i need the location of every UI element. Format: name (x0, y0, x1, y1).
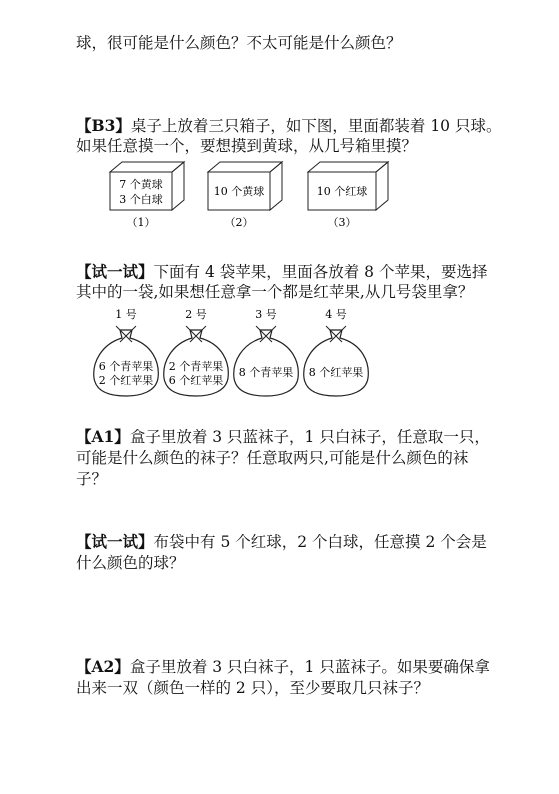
try2-tag: 【试一试】 (76, 532, 154, 551)
bag-4-line-1: 8 个红苹果 (308, 366, 364, 379)
try2-line-1 (76, 532, 487, 552)
box-2-line-1: 10 个黄球 (213, 185, 265, 198)
try2-line-2: 什么颜色的球？ (76, 554, 185, 572)
try1-line-1 (76, 262, 487, 282)
box-3 (308, 162, 388, 229)
a2-line-2: 出来一双（颜色一样的 2 只），至少要取几只袜子？ (76, 679, 429, 697)
prev-question-line: 球，很可能是什么颜色？不太可能是什么颜色？ (76, 34, 402, 52)
bag-3-line-1: 8 个青苹果 (238, 366, 294, 379)
box-1-line-2: 3 个白球 (119, 193, 163, 206)
a1-tag: 【A1】 (76, 427, 130, 446)
bag-1-line-1: 6 个青苹果 (98, 360, 154, 373)
bag-4-number: 4 号 (325, 308, 347, 321)
box-1-caption: （1） (126, 216, 156, 229)
bag-2-line-2: 6 个红苹果 (168, 374, 224, 387)
bag-2-number: 2 号 (185, 308, 207, 321)
a2-line-1 (76, 657, 490, 677)
bag-1 (94, 308, 159, 396)
box-1 (110, 162, 184, 229)
try1-line-2: 其中的一袋,如果想任意拿一个都是红苹果,从几号袋里拿？ (76, 283, 474, 301)
bag-1-number: 1 号 (115, 308, 137, 321)
a1-line-3: 子？ (76, 470, 108, 488)
b3-line-1 (76, 116, 501, 136)
a1-line-1 (76, 427, 490, 447)
bag-2 (164, 308, 229, 396)
bag-2-line-1: 2 个青苹果 (168, 360, 224, 373)
box-2-caption: （2） (224, 216, 254, 229)
boxes-figure (100, 160, 420, 232)
try2-text-1: 布袋中有 5 个红球，2 个白球，任意摸 2 个会是 (153, 533, 487, 551)
b3-line-2: 如果任意摸一个，要想摸到黄球，从几号箱里摸？ (76, 137, 418, 155)
box-3-caption: （3） (327, 216, 357, 229)
a2-text-1: 盒子里放着 3 只白袜子，1 只蓝袜子。如果要确保拿 (129, 658, 490, 676)
bag-3-number: 3 号 (255, 308, 277, 321)
box-2 (208, 162, 282, 229)
bag-4 (304, 308, 369, 396)
bag-3 (234, 308, 299, 396)
b3-text-1: 桌子上放着三只箱子，如下图，里面都装着 10 只球。 (130, 117, 502, 135)
box-3-line-1: 10 个红球 (316, 185, 368, 198)
try1-tag: 【试一试】 (76, 262, 154, 281)
try1-text-1: 下面有 4 袋苹果，里面各放着 8 个苹果，要选择 (153, 263, 488, 281)
a1-text-1: 盒子里放着 3 只蓝袜子，1 只白袜子，任意取一只， (129, 428, 490, 446)
a2-tag: 【A2】 (76, 657, 130, 676)
box-1-line-1: 7 个黄球 (119, 178, 163, 191)
a1-line-2: 可能是什么颜色的袜子？任意取两只,可能是什么颜色的袜 (76, 449, 469, 467)
b3-tag: 【B3】 (76, 116, 131, 135)
bags-figure (90, 306, 390, 398)
bag-1-line-2: 2 个红苹果 (98, 374, 154, 387)
